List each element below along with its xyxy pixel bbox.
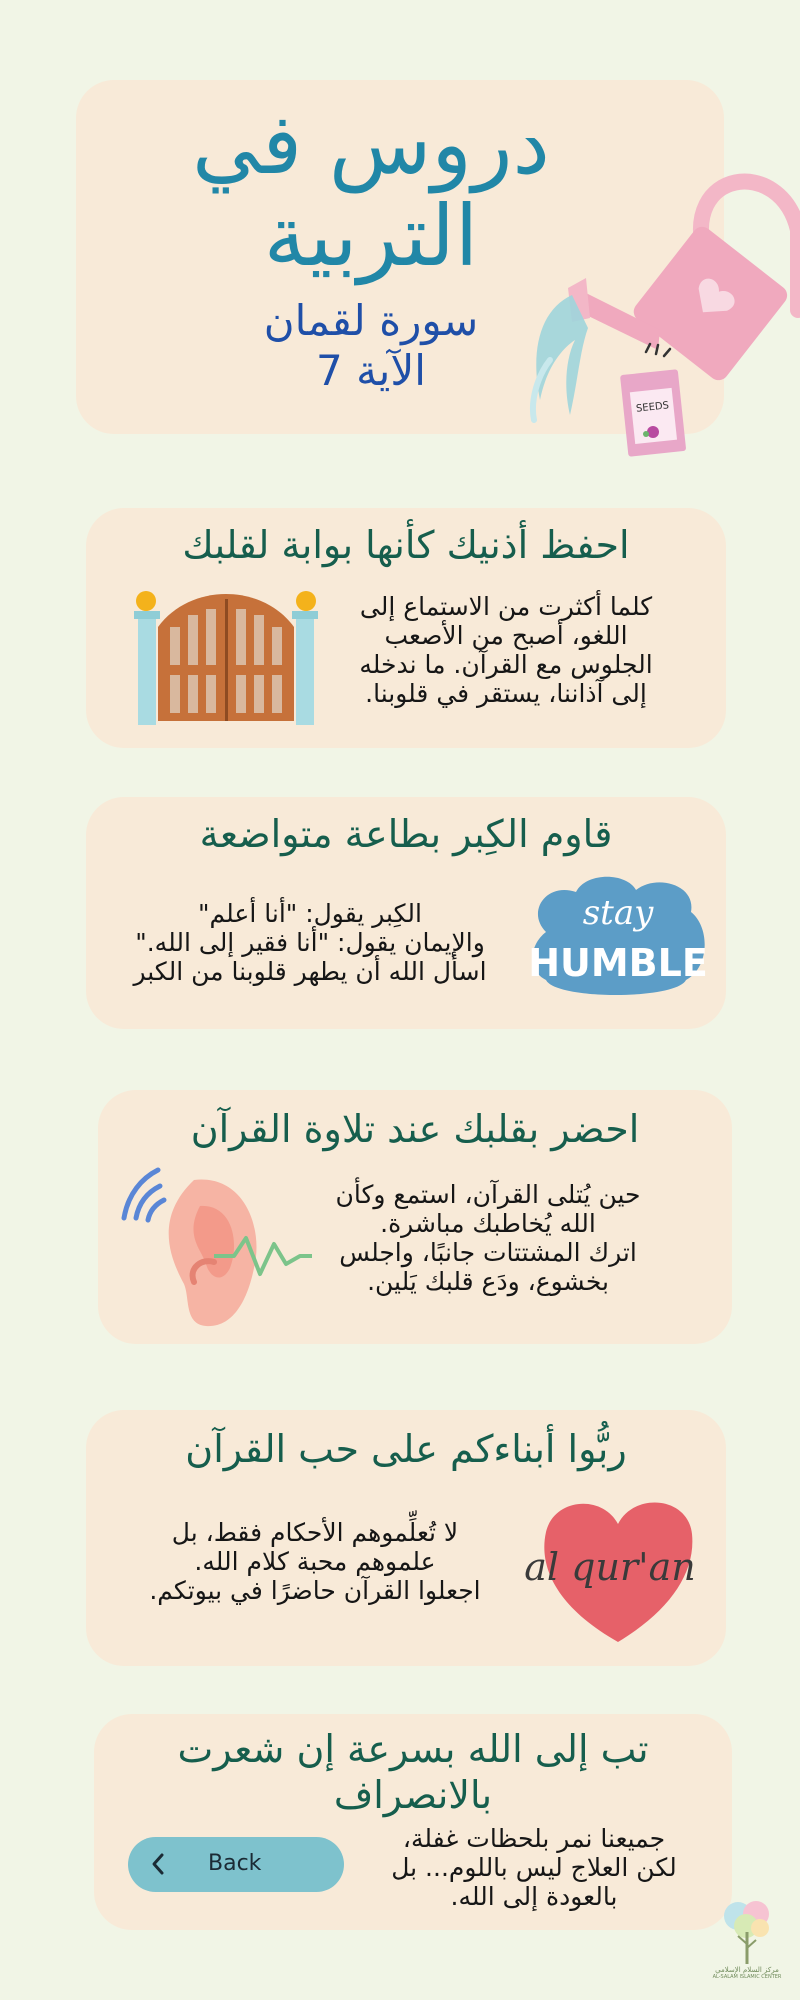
- section-title: احفظ أذنيك كأنها بوابة لقلبك: [182, 523, 630, 567]
- body-line: جميعنا نمر بلحظات غفلة،: [402, 1824, 666, 1853]
- body-line: إلى آذاننا، يستقر في قلوبنا.: [365, 679, 647, 708]
- body-line: بخشوع، ودَع قلبك يَلين.: [367, 1267, 609, 1296]
- ayah-number: الآية 7: [316, 346, 426, 395]
- section-card-5: [94, 1714, 732, 1930]
- section-title: [94, 1726, 732, 1818]
- body-line: لكن العلاج ليس باللوم... بل: [391, 1853, 677, 1882]
- body-line: كلما أكثرت من الاستماع إلى: [359, 592, 653, 621]
- section-body: [318, 1180, 658, 1296]
- body-line: اترك المشتتات جانبًا، واجلس: [339, 1238, 637, 1267]
- body-line: اسأل الله أن يطهر قلوبنا من الكبر: [133, 957, 487, 986]
- section-title-line-2: بالانصراف: [333, 1773, 493, 1817]
- section-title-line-1: تب إلى الله بسرعة إن شعرت: [177, 1727, 649, 1771]
- heart-script-text: al qur'an: [524, 1545, 696, 1589]
- seeds-label: SEEDS: [635, 400, 670, 415]
- stay-humble-sticker: [526, 872, 710, 1000]
- sticker-word-stay: stay: [582, 893, 654, 933]
- section-title: احضر بقلبك عند تلاوة القرآن: [190, 1107, 640, 1151]
- section-body: [110, 899, 510, 986]
- body-line: لا تُعلِّموهم الأحكام فقط، بل: [171, 1518, 459, 1547]
- body-line: علموهم محبة كلام الله.: [194, 1547, 436, 1576]
- gate-icon: [130, 585, 322, 727]
- logo-english: AL-SALAM ISLAMIC CENTER: [712, 1974, 782, 1980]
- title-line-2: التربية: [263, 187, 479, 285]
- surah-name: سورة لقمان: [263, 296, 479, 345]
- body-line: حين يُتلى القرآن، استمع وكأن: [335, 1180, 641, 1209]
- back-button-label: Back: [208, 1851, 262, 1876]
- body-line: الجلوس مع القرآن. ما ندخله: [359, 650, 653, 679]
- body-line: بالعودة إلى الله.: [450, 1882, 618, 1911]
- chevron-left-icon: [150, 1852, 166, 1876]
- title-line-1: دروس في: [192, 95, 550, 193]
- section-title: قاوم الكِبر بطاعة متواضعة: [199, 812, 613, 856]
- body-line: اجعلوا القرآن حاضرًا في بيوتكم.: [149, 1576, 481, 1605]
- section-title: ربُّوا أبناءكم على حب القرآن: [185, 1427, 627, 1471]
- tree-logo-icon: [716, 1896, 778, 1968]
- body-line: اللغو، أصبح من الأصعب: [384, 621, 628, 650]
- sticker-word-humble: HUMBLE: [528, 941, 708, 985]
- logo-arabic: مركز السلام الإسلامي: [715, 1966, 779, 1974]
- ear-icon: [114, 1158, 314, 1334]
- body-line: الله يُخاطبك مباشرة.: [380, 1209, 596, 1238]
- section-body: [364, 1824, 704, 1911]
- section-body: [120, 1518, 510, 1605]
- section-body: [336, 592, 676, 708]
- footer-logo-text: [712, 1966, 782, 1980]
- heart-icon: [518, 1488, 704, 1644]
- back-button[interactable]: [128, 1837, 344, 1892]
- body-line: والإيمان يقول: "أنا فقير إلى الله.": [135, 928, 485, 957]
- body-line: الكِبر يقول: "أنا أعلم": [198, 899, 422, 928]
